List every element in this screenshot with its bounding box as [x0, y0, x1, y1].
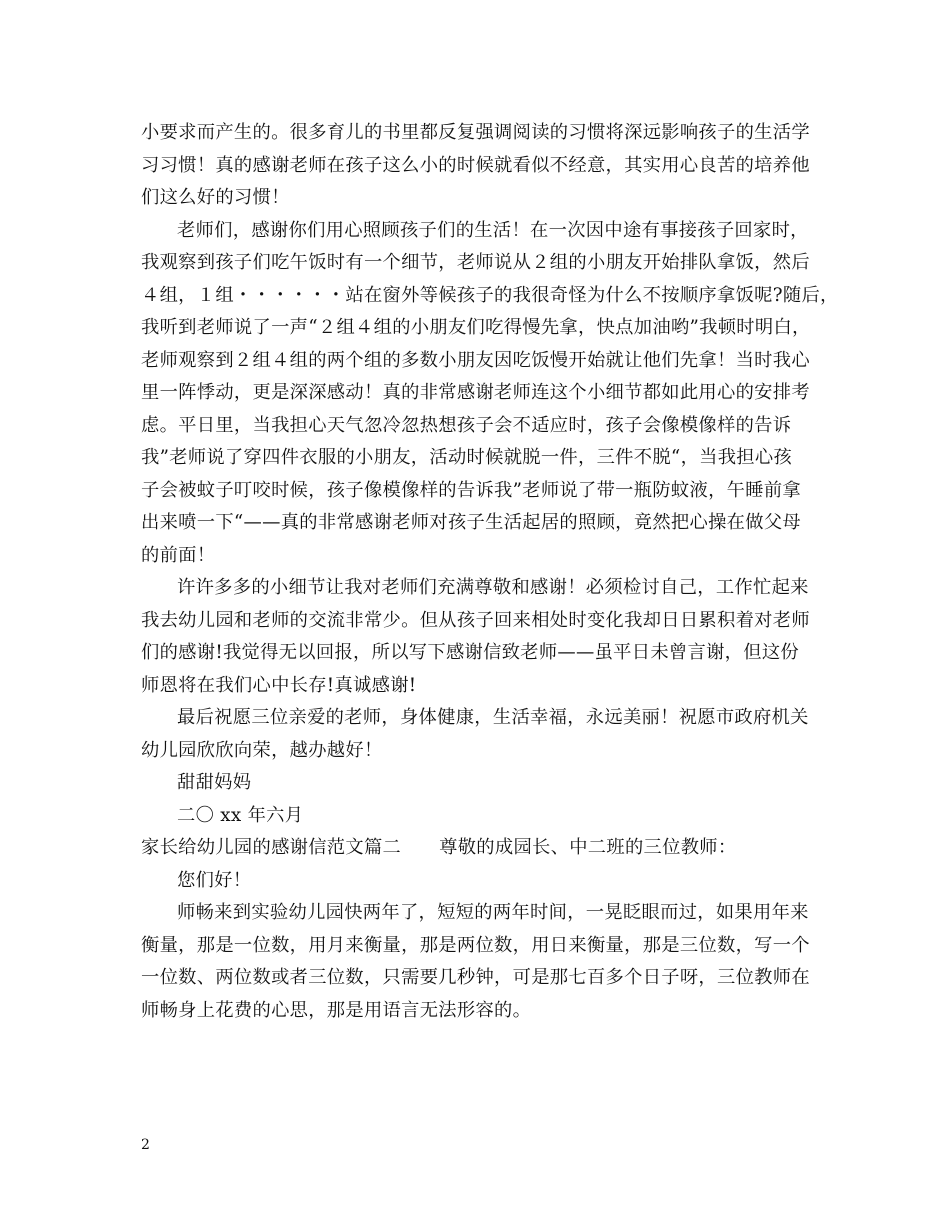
- text-line: 师畅来到实验幼儿园快两年了，短短的两年时间，一晃眨眼而过，如果用年来: [177, 902, 809, 923]
- date: 二〇 xx 年六月: [177, 804, 304, 826]
- text-line: 衡量，那是一位数，用月来衡量，那是两位数，用日来衡量，那是三位数，写一个: [141, 934, 810, 956]
- text-line: 我听到老师说了一声“２组４组的小朋友们吃得慢先拿，快点加油哟”我顿时明白，: [141, 317, 811, 338]
- letter-body: [141, 117, 839, 1027]
- text-line: 老师们，感谢你们用心照顾孩子们的生活！在一次因中途有事接孩子回家时，: [177, 219, 809, 241]
- text-line: 老师观察到２组４组的两个组的多数小朋友因吃饭慢开始就让他们先拿！当时我心: [141, 349, 810, 371]
- text-line: 一位数、两位数或者三位数，只需要几秒钟，可是那七百多个日子呀，三位教师在: [141, 967, 810, 988]
- text-line: 习习惯！真的感谢老师在孩子这么小的时候就看似不经意，其实用心良苦的培养他: [141, 154, 810, 176]
- text-line: 出来喷一下“——真的非常感谢老师对孩子生活起居的照顾，竟然把心操在做父母: [141, 512, 801, 533]
- text-line: 的前面！: [141, 544, 216, 566]
- salutation: 尊敬的成园长、中二班的三位教师：: [439, 837, 737, 858]
- section-title: 家长给幼儿园的感谢信范文篇二: [141, 837, 402, 858]
- text-line: 们这么好的习惯！: [141, 187, 290, 208]
- text-line: 最后祝愿三位亲爱的老师，身体健康，生活幸福，永远美丽！祝愿市政府机关: [177, 707, 809, 728]
- page-number: 2: [141, 1137, 150, 1153]
- text-line: 们的感谢!我觉得无以回报，所以写下感谢信致老师——虽平日未曾言谢，但这份: [141, 642, 799, 663]
- text-line: 我”老师说了穿四件衣服的小朋友，活动时候就脱一件，三件不脱“，当我担心孩: [141, 447, 793, 468]
- text-line: 师恩将在我们心中长存!真诚感谢!: [141, 674, 417, 696]
- text-line: 幼儿园欣欣向荣，越办越好！: [141, 739, 383, 761]
- text-line: 子会被蚊子叮咬时候，孩子像模像样的告诉我”老师说了带一瓶防蚊液，午睡前拿: [141, 479, 801, 501]
- text-line: 我观察到孩子们吃午饭时有一个细节，老师说从２组的小朋友开始排队拿饭，然后: [141, 252, 810, 273]
- text-line: 虑。平日里，当我担心天气忽冷忽热想孩子会不适应时，孩子会像模像样的告诉: [141, 414, 792, 436]
- text-line: 师畅身上花费的心思，那是用语言无法形容的。: [141, 999, 532, 1021]
- greeting: 您们好！: [177, 869, 252, 891]
- text-line: 小要求而产生的。很多育儿的书里都反复强调阅读的习惯将深远影响孩子的生活学: [141, 122, 810, 143]
- signature: 甜甜妈妈: [177, 772, 252, 793]
- text-line: 我去幼儿园和老师的交流非常少。但从孩子回来相处时变化我却日日累积着对老师: [141, 609, 810, 631]
- section-heading-line: [141, 832, 821, 865]
- text-line: ４组，１组・・・・・・站在窗外等候孩子的我很奇怪为什么不按顺序拿饭呢?随后，: [141, 284, 839, 306]
- text-line: 许许多多的小细节让我对老师们充满尊敬和感谢！必须检讨自己，工作忙起来: [177, 577, 809, 598]
- text-line: 里一阵悸动，更是深深感动！真的非常感谢老师连这个小细节都如此用心的安排考: [141, 382, 810, 403]
